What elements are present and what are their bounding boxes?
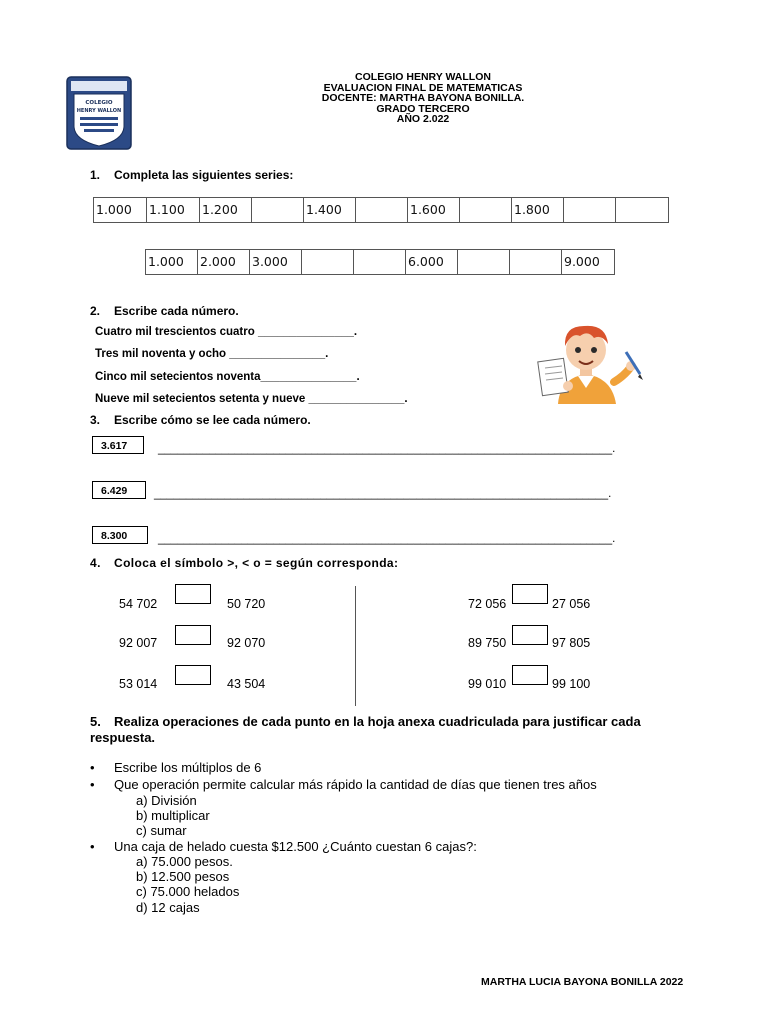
option-item[interactable]: c) sumar	[136, 823, 187, 838]
compare-number: 89 750	[468, 636, 507, 650]
option-item[interactable]: d) 12 cajas	[136, 900, 200, 915]
series-2-cell: 6.000	[406, 250, 458, 274]
logo-text-bottom: HENRY WALLON	[76, 108, 122, 114]
symbol-box[interactable]	[512, 665, 548, 685]
logo-text-top: COLEGIO	[85, 100, 113, 106]
series-2-cell[interactable]	[510, 250, 562, 274]
option-item[interactable]: a) 75.000 pesos.	[136, 854, 233, 869]
bullet-item: • Una caja de helado cuesta $12.500 ¿Cuánto cuestan 6 cajas?:	[90, 839, 477, 854]
symbol-box[interactable]	[175, 665, 211, 685]
series-1-cell: 1.100	[147, 198, 200, 222]
series-2-cell: 2.000	[198, 250, 250, 274]
series-1-cell: 1.600	[408, 198, 460, 222]
series-1-cell: 1.000	[94, 198, 147, 222]
question-3-title: 3. Escribe cómo se lee cada número.	[90, 413, 311, 427]
series-2-cell[interactable]	[458, 250, 510, 274]
series-2-cell[interactable]	[354, 250, 406, 274]
series-1-cell: 1.200	[200, 198, 252, 222]
number-box: 3.617	[92, 436, 144, 454]
write-number-line[interactable]: Nueve mil setecientos setenta y nueve _______________.	[95, 393, 408, 405]
bullet-item: • Que operación permite calcular más rápido la cantidad de días que tienen tres años	[90, 777, 597, 792]
grade-label: GRADO TERCERO	[376, 102, 470, 115]
child-writing-illustration	[528, 316, 648, 404]
series-1-cell[interactable]	[564, 198, 616, 222]
year-label: AÑO 2.022	[396, 113, 450, 125]
symbol-box[interactable]	[512, 584, 548, 604]
symbol-box[interactable]	[175, 584, 211, 604]
question-5-title: 5. Realiza operaciones de cada punto en la hoja anexa cuadriculada para justificar cada respuesta.	[90, 714, 641, 745]
series-1-cell[interactable]	[356, 198, 408, 222]
symbol-box[interactable]	[512, 625, 548, 645]
question-2-title: 2. Escribe cada número.	[90, 304, 239, 318]
reading-line[interactable]: _______________________________________________________________________.	[158, 533, 616, 545]
school-name: COLEGIO HENRY WALLON	[355, 71, 491, 83]
series-1-cell[interactable]	[616, 198, 668, 222]
option-item[interactable]: b) 12.500 pesos	[136, 869, 230, 884]
exam-title: EVALUACION FINAL DE MATEMATICAS	[323, 81, 523, 94]
series-1	[93, 197, 669, 223]
column-divider	[355, 586, 356, 706]
compare-number: 97 805	[552, 636, 591, 650]
question-4-title: 4. Coloca el símbolo >, < o = según corresponda:	[90, 556, 399, 570]
document-header	[250, 72, 596, 125]
number-box: 6.429	[92, 481, 146, 499]
compare-number: 50 720	[227, 597, 266, 611]
series-2	[145, 249, 615, 275]
series-2-cell[interactable]	[302, 250, 354, 274]
compare-number: 99 100	[552, 677, 591, 691]
number-box: 8.300	[92, 526, 148, 544]
teacher-name: DOCENTE: MARTHA BAYONA BONILLA.	[321, 92, 525, 104]
compare-number: 72 056	[468, 597, 507, 611]
reading-line[interactable]: _______________________________________________________________________.	[154, 488, 612, 500]
compare-number: 92 070	[227, 636, 266, 650]
compare-number: 43 504	[227, 677, 266, 691]
series-1-cell[interactable]	[252, 198, 304, 222]
compare-number: 54 702	[119, 597, 158, 611]
write-number-line[interactable]: Cinco mil setecientos noventa_______________.	[95, 371, 360, 383]
bullet-item: • Escribe los múltiplos de 6	[90, 760, 262, 775]
series-2-cell: 3.000	[250, 250, 302, 274]
question-1-title: 1. Completa las siguientes series:	[90, 168, 294, 182]
symbol-box[interactable]	[175, 625, 211, 645]
compare-number: 27 056	[552, 597, 591, 611]
series-1-cell[interactable]	[460, 198, 512, 222]
option-item[interactable]: b) multiplicar	[136, 808, 210, 823]
school-logo	[66, 76, 132, 150]
series-2-cell: 1.000	[146, 250, 198, 274]
reading-line[interactable]: _______________________________________________________________________.	[158, 443, 616, 455]
compare-number: 53 014	[119, 677, 158, 691]
option-item[interactable]: c) 75.000 helados	[136, 884, 240, 899]
series-1-cell: 1.400	[304, 198, 356, 222]
series-2-cell: 9.000	[564, 254, 600, 269]
write-number-line[interactable]: Tres mil noventa y ocho _______________.	[95, 348, 329, 360]
compare-number: 99 010	[468, 677, 507, 691]
option-item[interactable]: a) División	[136, 793, 197, 808]
series-1-cell: 1.800	[512, 198, 564, 222]
write-number-line[interactable]: Cuatro mil trescientos cuatro _______________.	[95, 326, 358, 338]
compare-number: 92 007	[119, 636, 158, 650]
footer-signature: MARTHA LUCIA BAYONA BONILLA 2022	[481, 976, 684, 988]
